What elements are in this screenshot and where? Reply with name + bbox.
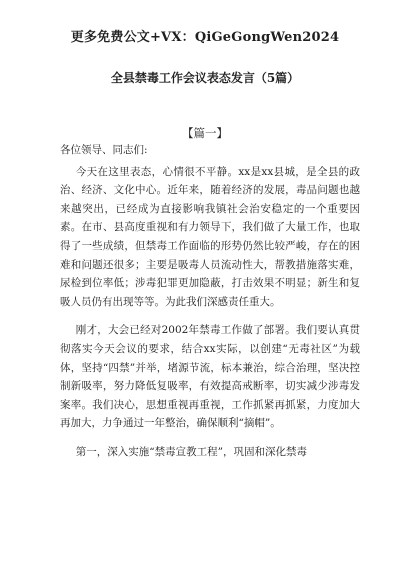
- paragraph-1: 今天在这里表态，心情很不平静。xx是xx县城，是全县的政治、经济、文化中心。近年来，随着经济的发展，毒品问题也越来越突出，已经成为直接影响我镇社会治安稳定的一个重要因素。在市、县高度重视和有力领导下，我们做了大量工作，也取得了一些成绩，但禁毒工作面临的形势仍然比较严峻，存在的困难和问题还很多；主要是吸毒人员流动性大，帮教措施落实难，尿检到位率低；涉毒犯罪更加隐蔽，打击效果不明显；新生和复吸人员仍有出现等等。为此我们深感责任重大。: [60, 165, 360, 308]
- document-body: [60, 141, 360, 462]
- paragraph-2: 刚才，大会已经对2002年禁毒工作做了部署。我们要认真贯彻落实今天会议的要求，结合xx实际，以创建“无毒社区”为载体，坚持“四禁”并举，堵源节流，标本兼治，综合治理，坚决控制新吸率，努力降低复吸率，有效提高戒断率，切实减少涉毒发案率。我们决心，思想重视再重视，工作抓紧再抓紧，力度加大再加大，力争通过一年整治，确保顺利“摘帽”。: [60, 324, 360, 430]
- paragraph-3: 第一，深入实施“禁毒宣教工程”，巩固和深化禁毒: [75, 445, 307, 458]
- watermark-text: 更多免费公文+VX：QiGeGongWen2024: [70, 30, 340, 45]
- document-title: 全县禁毒工作会议表态发言（5篇）: [110, 71, 300, 85]
- section-heading: 【篇一】: [182, 126, 228, 140]
- salutation: 各位领导、同志们:: [60, 144, 148, 156]
